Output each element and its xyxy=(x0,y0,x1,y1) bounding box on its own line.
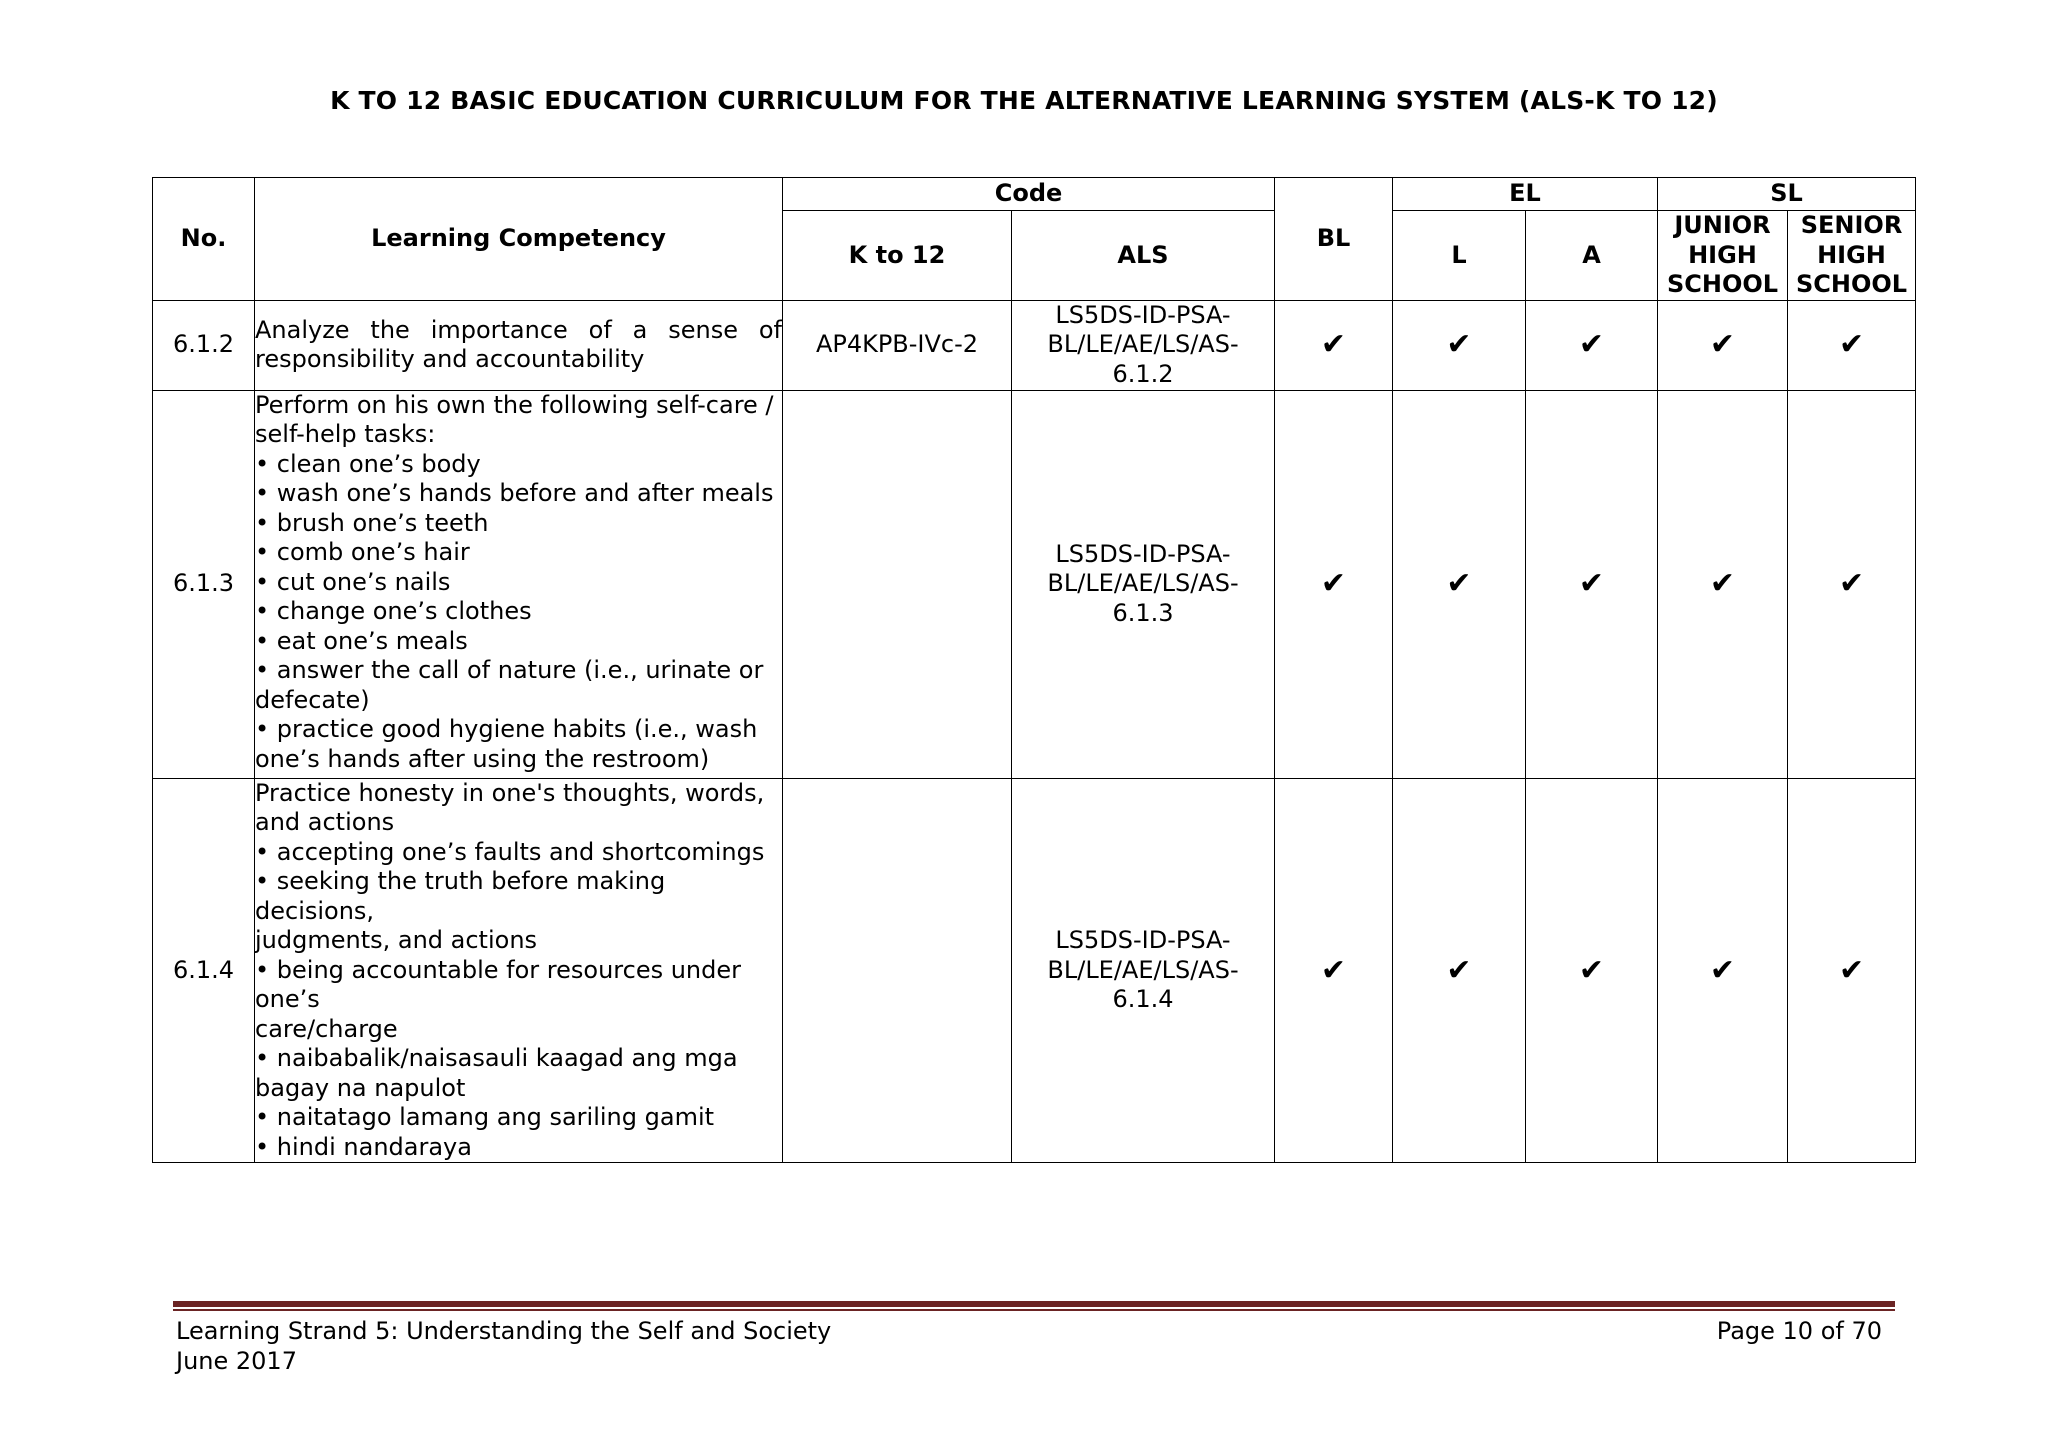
bl-check: ✔ xyxy=(1275,778,1393,1163)
header-line: HIGH xyxy=(1688,240,1757,269)
competency-cell xyxy=(255,390,783,778)
als-code-line: BL/LE/AE/LS/AS- xyxy=(1047,955,1239,984)
junior-high-check: ✔ xyxy=(1658,390,1788,778)
footer-strand: Learning Strand 5: Understanding the Self and Society xyxy=(176,1317,832,1345)
als-code-line: LS5DS-ID-PSA- xyxy=(1055,539,1231,568)
header-k-to-12: K to 12 xyxy=(783,211,1012,301)
bl-check: ✔ xyxy=(1275,390,1393,778)
competency-line: • seeking the truth before making decisions, xyxy=(255,867,666,925)
el-l-check: ✔ xyxy=(1393,390,1526,778)
competency-line: • brush one’s teeth xyxy=(255,508,489,537)
competency-line: Perform on his own the following self-care / xyxy=(255,390,774,419)
row-number: 6.1.4 xyxy=(153,778,255,1163)
curriculum-table xyxy=(152,177,1916,1163)
row-number: 6.1.2 xyxy=(153,300,255,390)
competency-cell xyxy=(255,300,783,390)
table-row xyxy=(153,390,1916,778)
footer-date: June 2017 xyxy=(176,1347,297,1375)
competency-line: care/charge xyxy=(255,1014,398,1043)
el-l-check: ✔ xyxy=(1393,778,1526,1163)
competency-line: • change one’s clothes xyxy=(255,597,532,625)
competency-line: • hindi nandaraya xyxy=(255,1132,472,1161)
header-el-l: L xyxy=(1393,211,1526,301)
header-line: HIGH xyxy=(1817,240,1886,269)
competency-line: responsibility and accountability xyxy=(255,345,645,373)
table-row xyxy=(153,300,1916,390)
senior-high-check: ✔ xyxy=(1788,778,1916,1163)
senior-high-check: ✔ xyxy=(1788,390,1916,778)
el-a-check: ✔ xyxy=(1526,390,1658,778)
competency-line: Analyze the importance of a sense of xyxy=(255,315,782,344)
header-senior-high-school xyxy=(1788,211,1916,301)
k12-code xyxy=(783,390,1012,778)
competency-line: • accepting one’s faults and shortcomings xyxy=(255,837,765,866)
header-el: EL xyxy=(1393,178,1658,211)
header-el-a: A xyxy=(1526,211,1658,301)
page-title: K TO 12 BASIC EDUCATION CURRICULUM FOR THE ALTERNATIVE LEARNING SYSTEM (ALS-K TO 12) xyxy=(330,86,1718,115)
competency-line: one’s hands after using the restroom) xyxy=(255,744,710,773)
als-code xyxy=(1012,778,1275,1163)
als-code-line: LS5DS-ID-PSA- xyxy=(1055,926,1231,954)
competency-line: • being accountable for resources under one’s xyxy=(255,955,741,1013)
competency-line: judgments, and actions xyxy=(255,926,538,954)
als-code-line: 6.1.3 xyxy=(1112,598,1174,627)
header-no: No. xyxy=(153,178,255,301)
header-sl: SL xyxy=(1658,178,1916,211)
competency-line: • clean one’s body xyxy=(255,449,481,478)
bl-check: ✔ xyxy=(1275,300,1393,390)
footer-left xyxy=(176,1316,831,1376)
competency-line: • naibabalik/naisasauli kaagad ang mga xyxy=(255,1044,738,1072)
header-bl: BL xyxy=(1275,178,1393,301)
header-junior-high-school xyxy=(1658,211,1788,301)
junior-high-check: ✔ xyxy=(1658,778,1788,1163)
competency-line: • comb one’s hair xyxy=(255,538,470,566)
competency-line: and actions xyxy=(255,808,395,836)
el-a-check: ✔ xyxy=(1526,300,1658,390)
el-l-check: ✔ xyxy=(1393,300,1526,390)
junior-high-check: ✔ xyxy=(1658,300,1788,390)
als-code-line: 6.1.4 xyxy=(1112,985,1174,1013)
row-number: 6.1.3 xyxy=(153,390,255,778)
competency-line: bagay na napulot xyxy=(255,1073,466,1102)
competency-line: self-help tasks: xyxy=(255,420,436,448)
k12-code: AP4KPB-IVc-2 xyxy=(783,300,1012,390)
senior-high-check: ✔ xyxy=(1788,300,1916,390)
competency-line: • naitatago lamang ang sariling gamit xyxy=(255,1103,715,1131)
header-code: Code xyxy=(783,178,1275,211)
header-learning-competency: Learning Competency xyxy=(255,178,783,301)
footer-page-number: Page 10 of 70 xyxy=(1716,1317,1882,1345)
competency-line: • eat one’s meals xyxy=(255,626,468,655)
el-a-check: ✔ xyxy=(1526,778,1658,1163)
table-row xyxy=(153,778,1916,1163)
competency-cell xyxy=(255,778,783,1163)
als-code-line: LS5DS-ID-PSA- xyxy=(1055,300,1231,329)
header-line: JUNIOR xyxy=(1674,211,1771,239)
competency-line: • cut one’s nails xyxy=(255,567,451,596)
competency-line: • practice good hygiene habits (i.e., wash xyxy=(255,715,758,743)
als-code-line: BL/LE/AE/LS/AS- xyxy=(1047,569,1239,598)
als-code xyxy=(1012,390,1275,778)
als-code xyxy=(1012,300,1275,390)
header-als: ALS xyxy=(1012,211,1275,301)
header-line: SENIOR xyxy=(1800,211,1903,239)
footer-divider xyxy=(173,1301,1895,1311)
competency-line: Practice honesty in one's thoughts, words, xyxy=(255,778,765,807)
als-code-line: 6.1.2 xyxy=(1112,359,1174,388)
competency-line: • answer the call of nature (i.e., urinate or xyxy=(255,656,764,684)
competency-line: • wash one’s hands before and after meals xyxy=(255,479,774,507)
competency-line: defecate) xyxy=(255,685,370,714)
k12-code xyxy=(783,778,1012,1163)
header-line: SCHOOL xyxy=(1666,270,1779,298)
als-code-line: BL/LE/AE/LS/AS- xyxy=(1047,330,1239,359)
header-line: SCHOOL xyxy=(1795,270,1908,298)
